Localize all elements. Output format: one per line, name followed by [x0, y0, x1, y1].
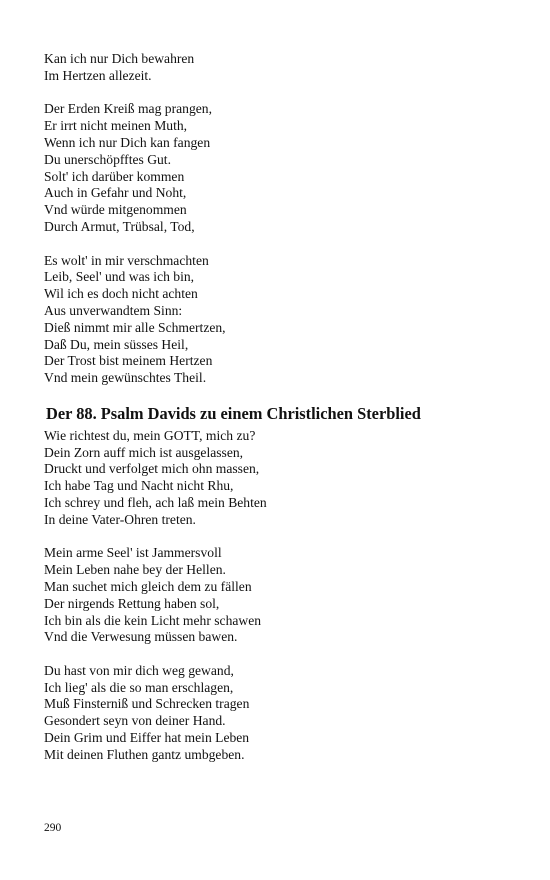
verse-line: Vnd mein gewünschtes Theil.	[44, 370, 207, 386]
psalm-heading: Der 88. Psalm Davids zu einem Christlichen Sterblied	[46, 403, 421, 423]
page-content	[44, 51, 514, 780]
stanza	[44, 253, 514, 387]
verse-line: Wenn ich nur Dich kan fangen	[44, 134, 211, 150]
verse-line: Du hast von mir dich weg gewand,	[44, 662, 234, 678]
stanza	[44, 545, 514, 646]
verse-line: Vnd würde mitgenommen	[44, 202, 187, 218]
verse-line: Ich lieg' als die so man erschlagen,	[44, 679, 234, 695]
verse-line: Mein Leben nahe bey der Hellen.	[44, 562, 226, 578]
verse-line: Dein Zorn auff mich ist ausgelassen,	[44, 444, 244, 460]
verse-line: Der Erden Kreiß mag prangen,	[44, 101, 212, 117]
verse-line: Wie richtest du, mein GOTT, mich zu?	[44, 427, 256, 443]
verse-line: Leib, Seel' und was ich bin,	[44, 269, 195, 285]
verse-line: Ich schrey und fleh, ach laß mein Behten	[44, 494, 267, 510]
verse-line: Im Hertzen allezeit.	[44, 67, 152, 83]
stanza	[44, 663, 514, 764]
verse-line: Man suchet mich gleich dem zu fällen	[44, 578, 252, 594]
stanza	[44, 101, 514, 235]
verse-line: Druckt und verfolget mich ohn massen,	[44, 461, 260, 477]
verse-line: Muß Finsterniß und Schrecken tragen	[44, 696, 250, 712]
verse-line: In deine Vater-Ohren treten.	[44, 511, 196, 527]
verse-line: Es wolt' in mir verschmachten	[44, 252, 209, 268]
verse-line: Ich bin als die kein Licht mehr schawen	[44, 612, 262, 628]
verse-line: Du unerschöpfftes Gut.	[44, 151, 171, 167]
verse-line: Er irrt nicht meinen Muth,	[44, 118, 188, 134]
verse-line: Kan ich nur Dich bewahren	[44, 51, 195, 66]
verse-line: Wil ich es doch nicht achten	[44, 286, 198, 302]
stanza	[44, 51, 514, 85]
verse-line: Mit deinen Fluthen gantz umbgeben.	[44, 746, 245, 762]
verse-line: Auch in Gefahr und Noht,	[44, 185, 187, 201]
poem-section	[44, 51, 514, 387]
stanza	[44, 428, 514, 529]
verse-line: Der Trost bist meinem Hertzen	[44, 353, 213, 369]
verse-line: Solt' ich darüber kommen	[44, 168, 185, 184]
verse-line: Dein Grim und Eiffer hat mein Leben	[44, 730, 250, 746]
verse-line: Dieß nimmt mir alle Schmertzen,	[44, 319, 226, 335]
verse-line: Ich habe Tag und Nacht nicht Rhu,	[44, 478, 234, 494]
verse-line: Gesondert seyn von deiner Hand.	[44, 713, 226, 729]
verse-line: Aus unverwandtem Sinn:	[44, 302, 183, 318]
verse-line: Mein arme Seel' ist Jammersvoll	[44, 545, 222, 561]
verse-line: Daß Du, mein süsses Heil,	[44, 336, 189, 352]
page-number: 290	[44, 822, 62, 834]
poem-section	[44, 404, 514, 764]
verse-line: Durch Armut, Trübsal, Tod,	[44, 218, 195, 234]
verse-line: Vnd die Verwesung müssen bawen.	[44, 629, 238, 645]
verse-line: Der nirgends Rettung haben sol,	[44, 595, 220, 611]
